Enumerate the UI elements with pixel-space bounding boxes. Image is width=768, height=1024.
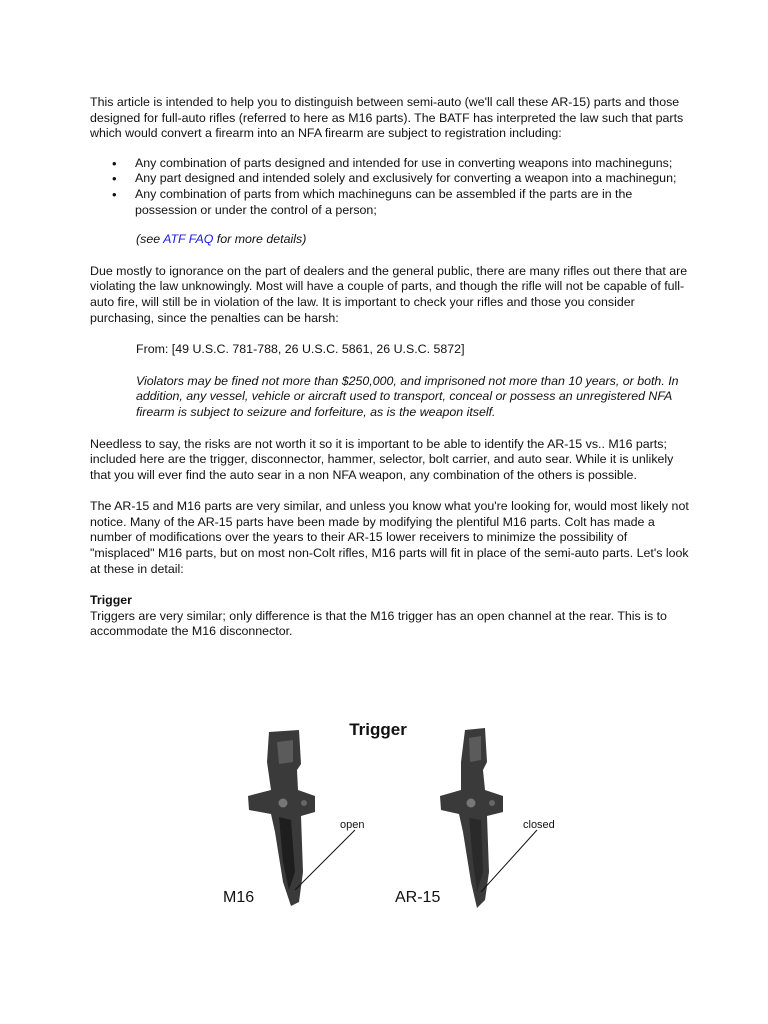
registration-list xyxy=(90,156,690,218)
risks-paragraph: Needless to say, the risks are not worth it so it is important to be able to identify the AR-15 vs.. M16 parts; included here are the trigger, disconnector, hammer, selector, bolt carrier, and auto sear. While it is unlikely that you will ever find the auto sear in a non NFA weapon, any combination of the others is possible. xyxy=(90,436,674,482)
ar15-label: AR-15 xyxy=(395,889,441,906)
see-prefix: (see xyxy=(136,232,164,247)
list-item: • Any part designed and intended solely and exclusively for converting a weapon into a machinegun; xyxy=(90,171,690,187)
closed-callout-label: closed xyxy=(523,819,555,831)
list-item: • Any combination of parts from which machineguns can be assembled if the parts are in the possession or under the control of a person; xyxy=(90,187,690,218)
ignorance-paragraph: Due mostly to ignorance on the part of dealers and the general public, there are many rifles out there that are violating the law unknowingly. Most will have a couple of parts, and though the rifle will not be capable of full-auto fire, will still be in violation of the law. It is important to check your rifles and those you consider purchasing, since the penalties can be harsh: xyxy=(90,263,688,325)
trigger-description: Triggers are very similar; only difference is that the M16 trigger has an open channel at the rear. This is to accommodate the M16 disconnector. xyxy=(90,608,667,639)
ar15-trigger-image xyxy=(440,728,503,908)
trigger-comparison-figure xyxy=(215,712,595,917)
penalty-quote: Violators may be fined not more than $250,000, and imprisoned not more than 10 years, or both. In addition, any vessel, vehicle or aircraft used to transport, conceal or possess an unregistered NFA firearm is subject to seizure and forfeiture, as is the weapon itself. xyxy=(136,373,679,419)
list-item: • Any combination of parts designed and intended for use in converting weapons into machineguns; xyxy=(90,156,690,172)
open-callout-label: open xyxy=(340,819,365,831)
see-note xyxy=(136,232,690,248)
legal-citation: From: [49 U.S.C. 781-788, 26 U.S.C. 5861, 26 U.S.C. 5872] xyxy=(136,342,465,357)
similarity-paragraph: The AR-15 and M16 parts are very similar, and unless you know what you're looking for, would most likely not notice. Many of the AR-15 parts have been made by modifying the plentiful M16 parts. Colt has made a number of modifications over the years to their AR-15 lower receivers to minimize the possibility of "misplaced" M16 parts, but on most non-Colt rifles, M16 parts will fit in place of the semi-auto parts. Let's look at these in detail: xyxy=(90,499,689,576)
closed-callout-line xyxy=(481,830,537,892)
see-suffix: for more details) xyxy=(213,232,307,247)
figure-title: Trigger xyxy=(349,720,407,739)
intro-paragraph: This article is intended to help you to distinguish between semi-auto (we'll call these AR-15) parts and those designed for full-auto rifles (referred to here as M16 parts). The BATF has interpreted the law such that parts which would convert a firearm into an NFA firearm are subject to registration including: xyxy=(90,95,684,141)
m16-label: M16 xyxy=(223,889,255,906)
open-callout-line xyxy=(295,830,355,890)
article-body xyxy=(90,95,690,640)
atf-faq-link[interactable]: ATF FAQ xyxy=(163,232,214,247)
trigger-diagram xyxy=(215,712,595,917)
trigger-heading: Trigger xyxy=(90,593,132,608)
